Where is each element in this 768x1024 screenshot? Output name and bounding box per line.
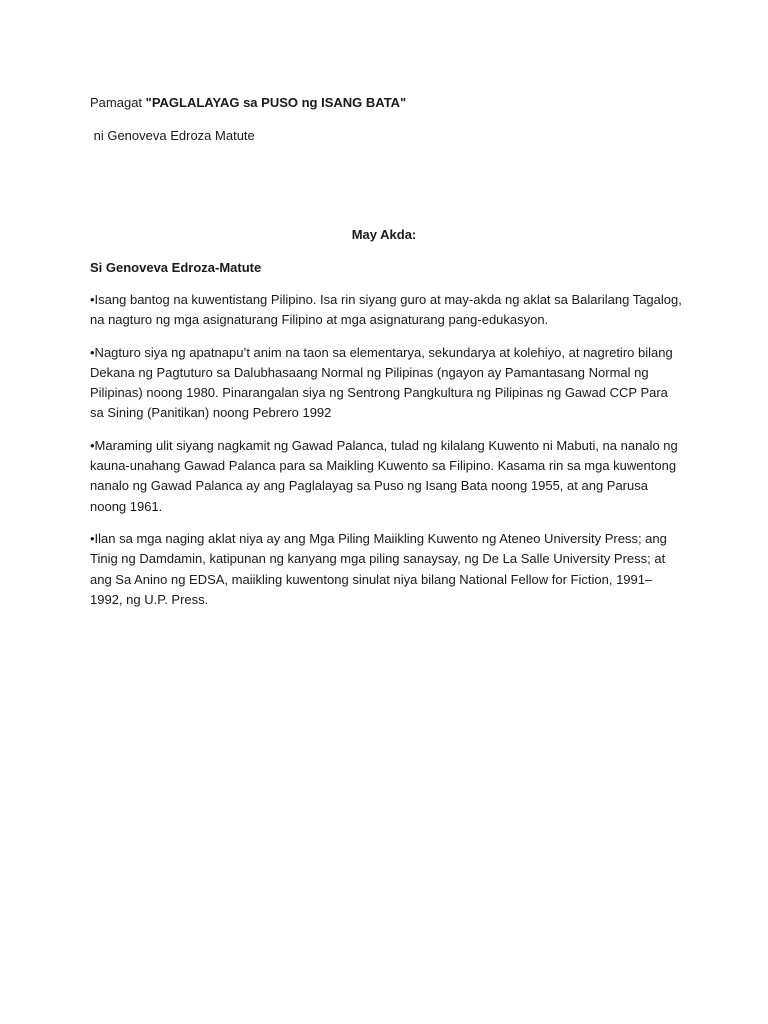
author-line: ni Genoveva Edroza Matute: [90, 128, 255, 143]
paragraph-2: •Nagturo siya ng apatnapu’t anim na taon sa elementarya, sekundarya at kolehiyo, at nagretiro bilang Dekana ng Pagtuturo sa Dalubhasaang Normal ng Pilipinas (ngayon ay Pamantasang Normal ng Pilipinas) noong 1980. Pinarangalan siya ng Sentrong Pangkultura ng Pilipinas ng Gawad CCP Para sa Sining (Panitikan) noong Pebrero 1992: [90, 344, 673, 421]
paragraph-1: •Isang bantog na kuwentistang Pilipino. Isa rin siyang guro at may-akda ng aklat sa Balarilang Tagalog, na nagturo ng mga asignaturang Filipino at mga asignaturang pang-edukasyon.: [90, 292, 682, 328]
body-paragraphs: [90, 290, 682, 622]
title-prefix: Pamagat: [90, 95, 146, 110]
document-title: [90, 93, 406, 113]
title-quoted: "PAGLALAYAG sa PUSO ng ISANG BATA": [145, 95, 407, 110]
author-subheading: Si Genoveva Edroza-Matute: [90, 260, 262, 275]
section-heading: May Akda:: [351, 227, 417, 242]
paragraph-3: •Maraming ulit siyang nagkamit ng Gawad Palanca, tulad ng kilalang Kuwento ni Mabuti, na nanalo ng kauna-unahang Gawad Palanca para sa Maikling Kuwento sa Filipino. Kasama rin sa mga kuwentong nanalo ng Gawad Palanca ay ang Paglalayag sa Puso ng Isang Bata noong 1955, at ang Parusa noong 1961.: [90, 437, 678, 514]
paragraph-4: •Ilan sa mga naging aklat niya ay ang Mga Piling Maiikling Kuwento ng Ateneo University Press; ang Tinig ng Damdamin, katipunan ng kanyang mga piling sanaysay, ng De La Salle University Press; at ang Sa Anino ng EDSA, maiikling kuwentong sinulat niya bilang National Fellow for Fiction, 1991–1992, ng U.P. Press.: [90, 530, 667, 607]
